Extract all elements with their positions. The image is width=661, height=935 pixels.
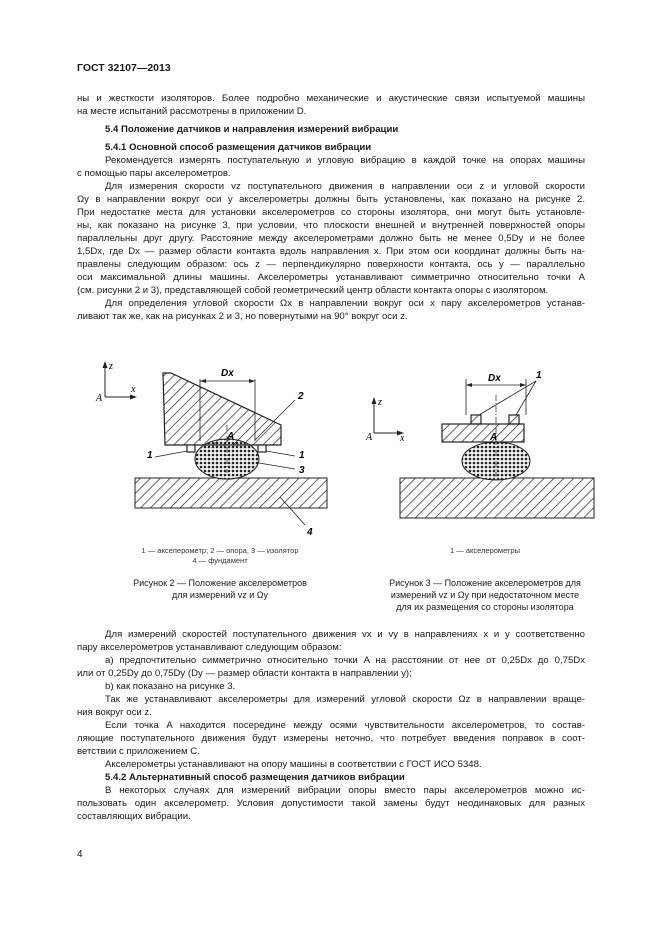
- text-line: или от 0,25Dy до 0,75Dy (Dy — размер области контакта в направлении y);: [77, 668, 412, 679]
- text-line: ния вокруг оси z.: [77, 707, 152, 718]
- point-a-label: A: [227, 431, 235, 442]
- text-line: Для измерений скоростей поступательного движения vx и vy в направлениях x и y соответственно: [105, 629, 585, 640]
- text-line: оси максимальной длины машины. Акселерометры устанавливают симметрично относительно точки A: [77, 272, 585, 283]
- text-block-bottom: [77, 628, 585, 823]
- accelerometer-left: [187, 445, 195, 452]
- leader-1-right: [266, 451, 295, 456]
- figure-2-caption: [95, 577, 345, 601]
- section-heading: 5.4 Положение датчиков и направления измерений вибрации: [105, 124, 399, 135]
- leader-1a: [479, 381, 536, 415]
- text-line: В некоторых случаях для измерений вибрации опоры вместо пары акселерометров можно ис-: [105, 785, 585, 796]
- caption-line: измерений vz и Ωy при недостаточном месте: [390, 590, 580, 600]
- text-line: Ωy в направлении вокруг оси y акселерометры должны быть установлены, как показано на рисунке 2.: [77, 194, 585, 205]
- axis-origin-label: A: [366, 432, 373, 443]
- legend-line: 1 — акселерометр; 2 — опора, 3 — изолятор: [141, 546, 299, 555]
- figure-2-legend: [95, 546, 345, 566]
- figure-3: [360, 345, 610, 545]
- callout-4: 4: [307, 527, 313, 538]
- text-line: Для измерения скорости vz поступательного движения в направлении оси z и угловой скорости: [105, 181, 585, 192]
- text-line: составляющих вибрации.: [77, 811, 191, 822]
- coordinate-axes: [372, 397, 405, 436]
- point-a-label: A: [490, 432, 498, 443]
- text-line: на месте испытаний рассмотрены в приложении D.: [77, 106, 307, 117]
- dimension-dx-label: Dx: [221, 368, 234, 379]
- caption-line: для измерений vz и Ωy: [171, 590, 269, 600]
- accelerometer-right: [258, 445, 266, 452]
- text-block-top: [77, 92, 585, 323]
- axis-z-label: z: [109, 361, 113, 372]
- text-line: ляющие поступательного движения будут измерены неточно, что потребует введения поправок в соот-: [77, 733, 585, 744]
- axis-x-label: x: [400, 433, 405, 444]
- figure-3-legend: [360, 546, 610, 556]
- figure-2-drawing: [95, 345, 345, 545]
- subsection-heading: 5.4.1 Основной способ размещения датчиков вибрации: [105, 142, 372, 153]
- foundation: [135, 478, 327, 508]
- accelerometer-left: [471, 415, 481, 424]
- page-number: 4: [77, 849, 83, 860]
- text-line: Акселерометры устанавливают на опору машины в соответствии с ГОСТ ИСО 5348.: [105, 759, 482, 770]
- text-line: правлены следующим образом: ось z — перпендикулярно поверхности контакта, ось y — параллельно: [77, 259, 585, 270]
- text-line: ветствии с приложением C.: [77, 746, 200, 757]
- text-line: пользовать один акселерометр. Условия допустимости такой замены будут неодинаковых для разных: [77, 798, 585, 809]
- callout-2: 2: [298, 391, 304, 402]
- foundation: [400, 478, 594, 518]
- subsection-heading: 5.4.2 Альтернативный способ размещения датчиков вибрации: [105, 772, 405, 783]
- axis-origin-label: A: [96, 393, 103, 404]
- callout-1-right: 1: [299, 450, 305, 461]
- standard-header: ГОСТ 32107—2013: [77, 62, 171, 74]
- caption-line: Рисунок 2 — Положение акселерометров: [133, 578, 307, 588]
- legend-line: 4 — фундамент: [192, 556, 248, 565]
- legend-line: 1 — акселерометры: [449, 546, 520, 555]
- callout-1-left: 1: [147, 450, 153, 461]
- figure-3-drawing: [360, 345, 610, 545]
- text-line: ны, как показано на рисунке 3, при условии, что плоскости внешней и внутренней поверхностей опоры: [77, 220, 585, 231]
- callout-1: 1: [536, 370, 542, 381]
- text-line: b) как показано на рисунке 3.: [105, 681, 236, 692]
- text-line: ны и жесткости изоляторов. Более подробно механические и акустические связи испытуемой машины: [77, 93, 585, 104]
- figure-2: [95, 345, 345, 545]
- text-line: Рекомендуется измерять поступательную и угловую вибрацию в каждой точке на опорах машины: [105, 155, 585, 166]
- support: [442, 424, 524, 442]
- leader-1-left: [155, 451, 187, 457]
- text-line: При недостатке места для установки акселерометров со стороны изолятора, они могут быть установле-: [77, 207, 585, 218]
- support: [163, 373, 281, 445]
- text-line: параллельны друг другу. Расстояние между акселерометрами должно быть не менее 0,5Dy и не более: [77, 233, 585, 244]
- callout-3: 3: [299, 465, 305, 476]
- text-line: Для определения угловой скорости Ωx в направлении вокруг оси x пару акселерометров устанав-: [105, 298, 585, 309]
- text-line: с помощью пары акселерометров.: [77, 168, 231, 179]
- text-line: пару акселерометров устанавливают следующим образом:: [77, 642, 342, 653]
- caption-line: Рисунок 3 — Положение акселерометров для: [389, 578, 581, 588]
- axis-x-label: x: [131, 384, 136, 395]
- text-line: Если точка A находится посередине между осями чувствительности акселерометров, то состав-: [105, 720, 585, 731]
- text-line: 1,5Dx, где Dx — размер области контакта вдоль направления x. При этом оси координат должны быть на-: [77, 246, 585, 257]
- axis-z-label: z: [378, 397, 382, 408]
- leader-3: [259, 463, 295, 469]
- text-line: Так же устанавливают акселерометры для измерений угловой скорости Ωz в направлении враще-: [105, 694, 585, 705]
- accelerometer-right: [509, 415, 519, 424]
- figure-3-caption: [360, 577, 610, 613]
- text-line: (см. рисунки 2 и 3), представляющей собой геометрический центр области контакта опоры с изолятором.: [77, 285, 549, 296]
- caption-line: для их размещения со стороны изолятора: [396, 602, 574, 612]
- dimension-dx-label: Dx: [488, 373, 501, 384]
- text-line: ливают так же, как на рисунках 2 и 3, но повернутыми на 90° вокруг оси z.: [77, 311, 408, 322]
- text-line: а) предпочтительно симметрично относительно точки A на расстоянии от нее от 0,25Dx до 0,75Dx: [105, 655, 585, 666]
